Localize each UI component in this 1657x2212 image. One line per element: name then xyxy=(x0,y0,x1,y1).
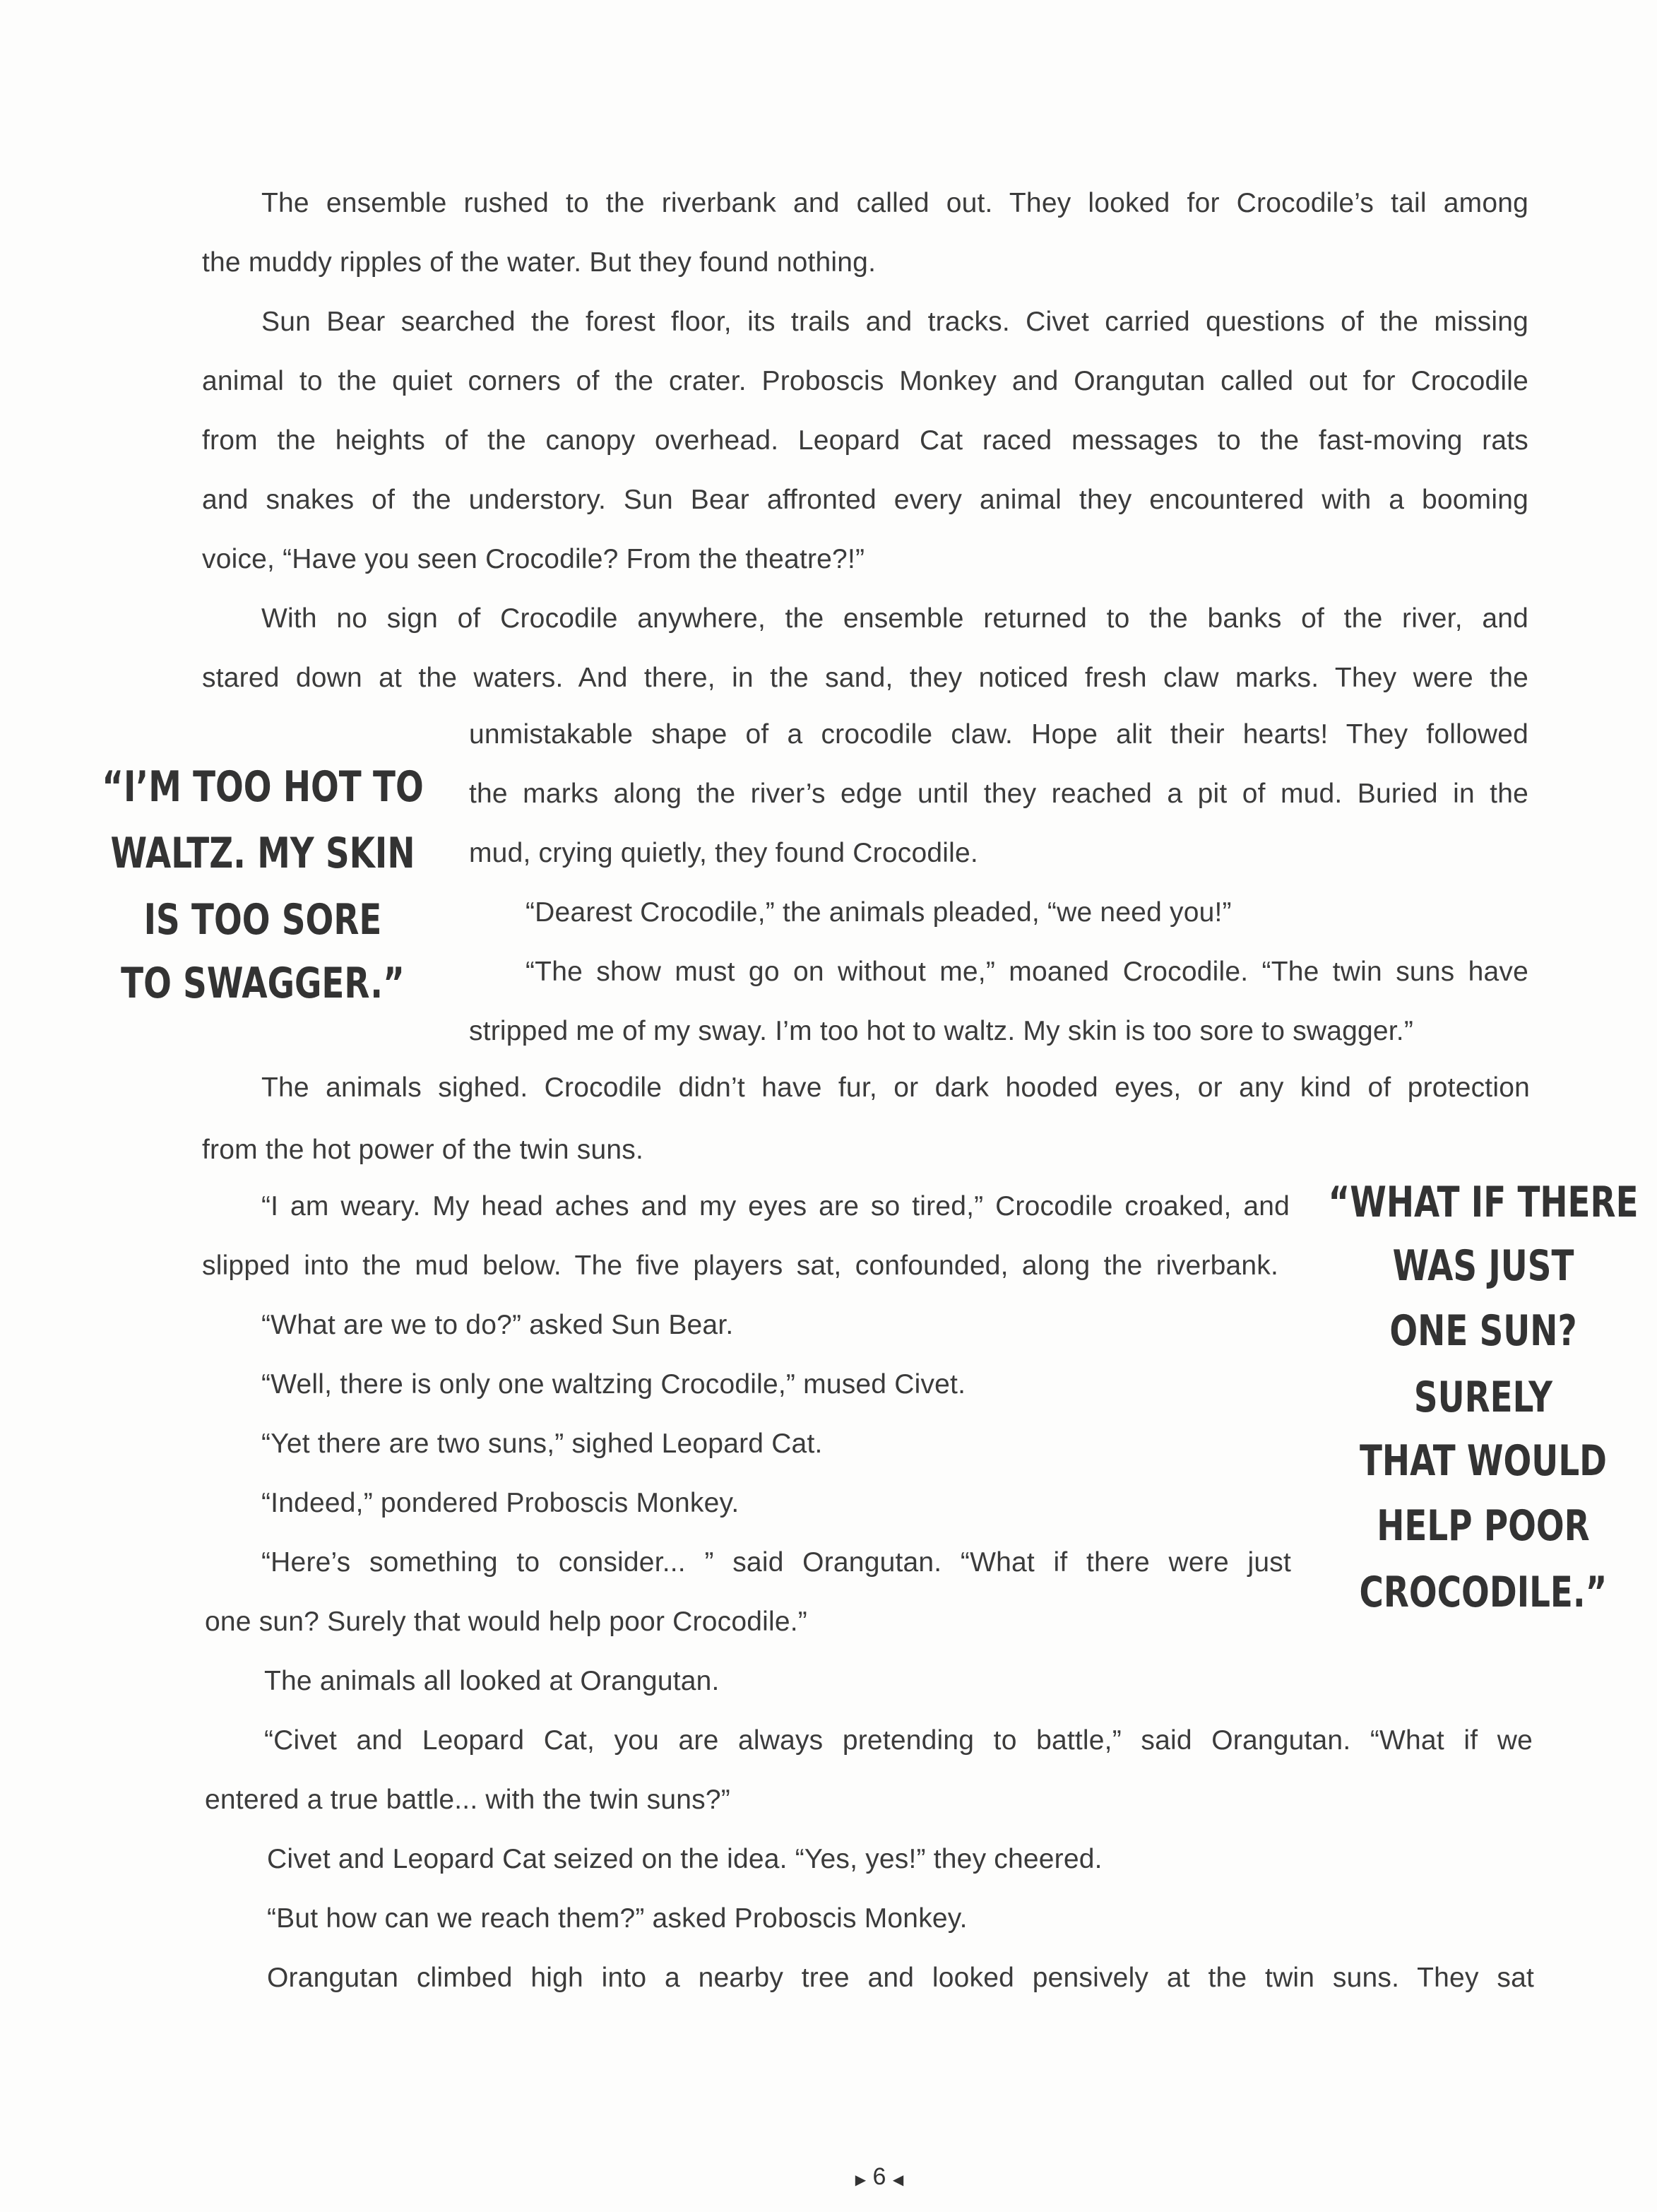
pull-quote-line: “WHAT IF THERE xyxy=(1328,1178,1639,1227)
text-line: the marks along the river’s edge until they reached a pit of mud. Buried in the xyxy=(469,779,1528,809)
text-line: voice, “Have you seen Crocodile? From the theatre?!” xyxy=(202,544,865,574)
page-marker-right-arrow-icon: ▶ xyxy=(855,2172,867,2188)
text-line: “Indeed,” pondered Proboscis Monkey. xyxy=(261,1488,740,1518)
text-line: “Well, there is only one waltzing Crocodile,” mused Civet. xyxy=(261,1369,966,1400)
text-line: stripped me of my sway. I’m too hot to waltz. My skin is too sore to swagger.” xyxy=(469,1016,1414,1046)
text-line: from the heights of the canopy overhead. Leopard Cat raced messages to the fast-moving rats xyxy=(202,425,1528,456)
text-line: and snakes of the understory. Sun Bear affronted every animal they encountered with a booming xyxy=(202,485,1528,515)
pull-quote-line: WALTZ. MY SKIN xyxy=(110,829,415,878)
text-line: stared down at the waters. And there, in the sand, they noticed fresh claw marks. They were the xyxy=(202,663,1528,693)
text-line: “Here’s something to consider... ” said Orangutan. “What if there were just xyxy=(261,1547,1291,1578)
pull-quote-line: HELP POOR xyxy=(1377,1501,1590,1551)
pull-quote-line: IS TOO SORE xyxy=(143,895,382,945)
pull-quote-line: CROCODILE.” xyxy=(1359,1568,1608,1617)
text-line: “What are we to do?” asked Sun Bear. xyxy=(261,1310,734,1340)
text-line: the muddy ripples of the water. But they found nothing. xyxy=(202,247,877,278)
text-line: slipped into the mud below. The five players sat, confounded, along the riverbank. xyxy=(202,1250,1278,1281)
text-line: “Civet and Leopard Cat, you are always pretending to battle,” said Orangutan. “What if we xyxy=(264,1725,1533,1756)
page-number-value: 6 xyxy=(872,2163,886,2190)
text-line: “Yet there are two suns,” sighed Leopard Cat. xyxy=(261,1429,823,1459)
pull-quote-line: TO SWAGGER.” xyxy=(121,959,405,1008)
pull-quote-line: SURELY xyxy=(1413,1373,1553,1422)
text-line: Sun Bear searched the forest floor, its trails and tracks. Civet carried questions of the missing xyxy=(261,307,1528,337)
text-line: The ensemble rushed to the riverbank and called out. They looked for Crocodile’s tail among xyxy=(261,188,1528,218)
pull-quote-line: ONE SUN? xyxy=(1389,1306,1577,1356)
text-line: “Dearest Crocodile,” the animals pleaded, “we need you!” xyxy=(525,897,1232,928)
text-line: Orangutan climbed high into a nearby tree and looked pensively at the twin suns. They sat xyxy=(267,1963,1534,1993)
text-line: “But how can we reach them?” asked Proboscis Monkey. xyxy=(267,1903,968,1934)
page-marker-left-arrow-icon: ◀ xyxy=(892,2172,904,2188)
text-line: The animals all looked at Orangutan. xyxy=(264,1666,720,1696)
page-number xyxy=(848,2163,911,2191)
text-line: entered a true battle... with the twin suns?” xyxy=(205,1785,730,1815)
pull-quote-line: THAT WOULD xyxy=(1360,1436,1607,1486)
text-line: one sun? Surely that would help poor Crocodile.” xyxy=(205,1607,807,1637)
text-line: “The show must go on without me,” moaned Crocodile. “The twin suns have xyxy=(525,957,1528,987)
text-line: Civet and Leopard Cat seized on the idea. “Yes, yes!” they cheered. xyxy=(267,1844,1103,1874)
text-line: With no sign of Crocodile anywhere, the ensemble returned to the banks of the river, and xyxy=(261,603,1528,634)
text-line: unmistakable shape of a crocodile claw. Hope alit their hearts! They followed xyxy=(469,719,1528,750)
pull-quote-line: WAS JUST xyxy=(1392,1241,1574,1291)
text-line: mud, crying quietly, they found Crocodile. xyxy=(469,838,978,868)
text-line: from the hot power of the twin suns. xyxy=(202,1135,644,1165)
text-line: animal to the quiet corners of the crater. Proboscis Monkey and Orangutan called out for Crocodile xyxy=(202,366,1528,396)
text-line: The animals sighed. Crocodile didn’t have fur, or dark hooded eyes, or any kind of protection xyxy=(261,1072,1530,1103)
pull-quote-line: “I’M TOO HOT TO xyxy=(102,762,424,812)
text-line: “I am weary. My head aches and my eyes are so tired,” Crocodile croaked, and xyxy=(261,1191,1290,1222)
